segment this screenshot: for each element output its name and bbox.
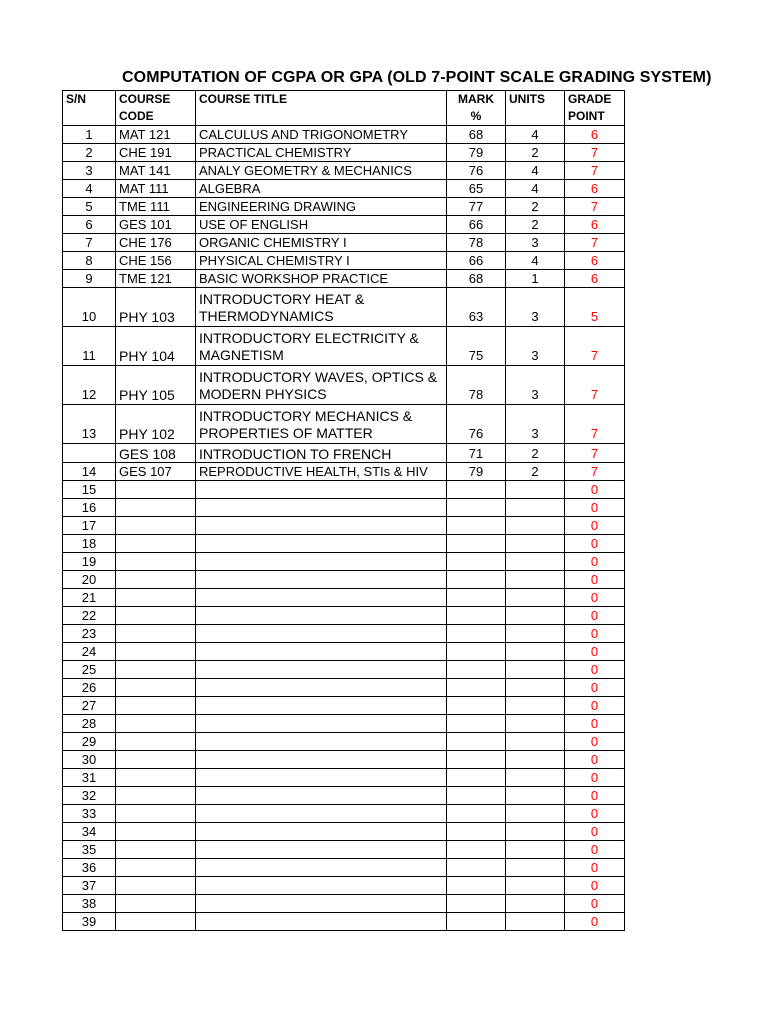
course-title-cell — [196, 823, 447, 841]
sn-cell: 33 — [63, 805, 116, 823]
sn-cell: 12 — [63, 366, 116, 405]
sn-cell: 9 — [63, 270, 116, 288]
sn-cell: 15 — [63, 481, 116, 499]
course-code-cell: PHY 103 — [116, 288, 196, 327]
units-cell — [506, 859, 565, 877]
mark-cell — [447, 535, 506, 553]
grade-point-cell: 6 — [565, 252, 625, 270]
course-code-cell — [116, 571, 196, 589]
mark-cell — [447, 679, 506, 697]
units-cell — [506, 499, 565, 517]
mark-cell — [447, 733, 506, 751]
table-row — [63, 216, 625, 234]
table-row — [63, 366, 625, 405]
mark-cell — [447, 499, 506, 517]
grade-point-cell: 0 — [565, 769, 625, 787]
table-row — [63, 463, 625, 481]
mark-cell — [447, 607, 506, 625]
course-title-cell: BASIC WORKSHOP PRACTICE — [196, 270, 447, 288]
mark-cell — [447, 715, 506, 733]
units-cell: 2 — [506, 144, 565, 162]
mark-cell: 71 — [447, 444, 506, 463]
table-row — [63, 751, 625, 769]
units-cell — [506, 733, 565, 751]
course-code-cell — [116, 877, 196, 895]
sn-cell: 13 — [63, 405, 116, 444]
grade-point-cell: 7 — [565, 162, 625, 180]
course-title-cell — [196, 643, 447, 661]
sn-cell: 24 — [63, 643, 116, 661]
course-title-cell — [196, 571, 447, 589]
course-code-cell — [116, 913, 196, 931]
sn-cell: 14 — [63, 463, 116, 481]
course-code-cell — [116, 769, 196, 787]
mark-cell — [447, 553, 506, 571]
course-code-cell: CHE 176 — [116, 234, 196, 252]
table-row — [63, 877, 625, 895]
course-title-cell — [196, 607, 447, 625]
course-title-cell — [196, 535, 447, 553]
table-row — [63, 198, 625, 216]
mark-cell: 79 — [447, 463, 506, 481]
grade-point-cell: 0 — [565, 679, 625, 697]
grade-point-cell: 7 — [565, 405, 625, 444]
course-code-cell — [116, 841, 196, 859]
course-code-cell — [116, 823, 196, 841]
table-row — [63, 499, 625, 517]
grade-point-cell: 7 — [565, 444, 625, 463]
table-row — [63, 643, 625, 661]
mark-cell — [447, 769, 506, 787]
mark-cell — [447, 787, 506, 805]
mark-cell — [447, 589, 506, 607]
sn-cell: 39 — [63, 913, 116, 931]
grade-point-cell: 0 — [565, 733, 625, 751]
units-cell — [506, 625, 565, 643]
course-code-cell: PHY 102 — [116, 405, 196, 444]
table-row — [63, 661, 625, 679]
mark-cell — [447, 913, 506, 931]
sn-cell: 17 — [63, 517, 116, 535]
grade-point-cell: 7 — [565, 198, 625, 216]
table-row — [63, 444, 625, 463]
mark-cell: 75 — [447, 327, 506, 366]
course-code-cell — [116, 697, 196, 715]
units-cell: 2 — [506, 216, 565, 234]
table-row — [63, 405, 625, 444]
grade-point-cell: 0 — [565, 661, 625, 679]
course-code-cell — [116, 535, 196, 553]
course-title-cell: ALGEBRA — [196, 180, 447, 198]
table-row — [63, 517, 625, 535]
course-title-cell: USE OF ENGLISH — [196, 216, 447, 234]
mark-cell: 78 — [447, 366, 506, 405]
sn-cell: 36 — [63, 859, 116, 877]
units-cell — [506, 481, 565, 499]
course-code-cell: GES 101 — [116, 216, 196, 234]
course-title-cell: CALCULUS AND TRIGONOMETRY — [196, 126, 447, 144]
units-cell — [506, 841, 565, 859]
table-row — [63, 180, 625, 198]
course-code-cell: TME 121 — [116, 270, 196, 288]
units-cell: 4 — [506, 162, 565, 180]
units-cell — [506, 769, 565, 787]
grade-point-cell: 0 — [565, 715, 625, 733]
grade-point-cell: 0 — [565, 589, 625, 607]
table-row — [63, 841, 625, 859]
grade-point-cell: 0 — [565, 913, 625, 931]
grade-point-cell: 0 — [565, 553, 625, 571]
table-row — [63, 126, 625, 144]
grade-point-cell: 0 — [565, 517, 625, 535]
table-row — [63, 823, 625, 841]
units-cell: 2 — [506, 444, 565, 463]
grade-point-cell: 6 — [565, 216, 625, 234]
course-title-cell — [196, 517, 447, 535]
sn-cell: 31 — [63, 769, 116, 787]
table-row — [63, 553, 625, 571]
course-code-cell — [116, 679, 196, 697]
units-cell: 3 — [506, 327, 565, 366]
course-code-cell: MAT 111 — [116, 180, 196, 198]
course-title-cell — [196, 805, 447, 823]
sn-cell: 29 — [63, 733, 116, 751]
units-cell: 3 — [506, 366, 565, 405]
course-code-cell — [116, 733, 196, 751]
course-title-cell — [196, 895, 447, 913]
grade-point-cell: 0 — [565, 805, 625, 823]
mark-cell — [447, 697, 506, 715]
course-code-cell: TME 111 — [116, 198, 196, 216]
grade-point-cell: 0 — [565, 481, 625, 499]
course-title-cell: PHYSICAL CHEMISTRY I — [196, 252, 447, 270]
course-code-cell: MAT 141 — [116, 162, 196, 180]
mark-cell — [447, 661, 506, 679]
course-title-cell — [196, 787, 447, 805]
course-code-cell — [116, 859, 196, 877]
sn-cell: 19 — [63, 553, 116, 571]
course-title-cell: INTRODUCTORY MECHANICS & PROPERTIES OF MATTER — [196, 405, 447, 444]
units-cell — [506, 895, 565, 913]
table-row — [63, 252, 625, 270]
table-row — [63, 234, 625, 252]
course-code-cell — [116, 499, 196, 517]
sn-cell: 26 — [63, 679, 116, 697]
grade-point-cell: 0 — [565, 643, 625, 661]
table-row — [63, 625, 625, 643]
grade-point-cell: 0 — [565, 625, 625, 643]
sn-cell: 22 — [63, 607, 116, 625]
course-code-cell: PHY 104 — [116, 327, 196, 366]
sn-cell: 23 — [63, 625, 116, 643]
course-title-cell: ORGANIC CHEMISTRY I — [196, 234, 447, 252]
mark-cell: 76 — [447, 405, 506, 444]
grade-point-cell: 7 — [565, 234, 625, 252]
table-row — [63, 270, 625, 288]
sn-cell: 3 — [63, 162, 116, 180]
table-row — [63, 481, 625, 499]
units-cell — [506, 661, 565, 679]
course-title-cell: PRACTICAL CHEMISTRY — [196, 144, 447, 162]
units-cell: 3 — [506, 405, 565, 444]
course-code-cell: MAT 121 — [116, 126, 196, 144]
sn-cell: 8 — [63, 252, 116, 270]
mark-cell — [447, 751, 506, 769]
sn-cell: 6 — [63, 216, 116, 234]
mark-cell: 63 — [447, 288, 506, 327]
course-code-cell: CHE 191 — [116, 144, 196, 162]
course-code-cell — [116, 589, 196, 607]
grade-point-cell: 0 — [565, 697, 625, 715]
sn-cell: 4 — [63, 180, 116, 198]
course-code-cell — [116, 895, 196, 913]
grade-point-cell: 0 — [565, 877, 625, 895]
course-title-cell: REPRODUCTIVE HEALTH, STIs & HIV — [196, 463, 447, 481]
header-units: UNITS — [506, 91, 565, 126]
units-cell — [506, 643, 565, 661]
units-cell: 3 — [506, 288, 565, 327]
mark-cell — [447, 571, 506, 589]
table-row — [63, 715, 625, 733]
course-code-cell — [116, 787, 196, 805]
mark-cell: 66 — [447, 216, 506, 234]
units-cell — [506, 787, 565, 805]
page-title: COMPUTATION OF CGPA OR GPA (OLD 7-POINT SCALE GRADING SYSTEM) — [122, 69, 712, 86]
mark-cell — [447, 625, 506, 643]
grade-point-cell: 0 — [565, 571, 625, 589]
sn-cell: 1 — [63, 126, 116, 144]
course-code-cell — [116, 805, 196, 823]
sn-cell: 37 — [63, 877, 116, 895]
course-title-cell: ANALY GEOMETRY & MECHANICS — [196, 162, 447, 180]
grade-point-cell: 0 — [565, 823, 625, 841]
course-title-cell — [196, 751, 447, 769]
mark-cell — [447, 481, 506, 499]
sn-cell — [63, 444, 116, 463]
grade-point-cell: 0 — [565, 859, 625, 877]
grade-point-cell: 6 — [565, 126, 625, 144]
grade-point-cell: 5 — [565, 288, 625, 327]
units-cell — [506, 715, 565, 733]
course-title-cell — [196, 733, 447, 751]
units-cell — [506, 517, 565, 535]
units-cell — [506, 823, 565, 841]
sn-cell: 27 — [63, 697, 116, 715]
units-cell: 4 — [506, 252, 565, 270]
course-title-cell — [196, 499, 447, 517]
grade-point-cell: 7 — [565, 327, 625, 366]
sn-cell: 35 — [63, 841, 116, 859]
units-cell: 4 — [506, 180, 565, 198]
units-cell: 3 — [506, 234, 565, 252]
course-title-cell — [196, 679, 447, 697]
units-cell — [506, 535, 565, 553]
course-code-cell: GES 107 — [116, 463, 196, 481]
sn-cell: 7 — [63, 234, 116, 252]
grade-point-cell: 0 — [565, 535, 625, 553]
table-row — [63, 769, 625, 787]
grade-point-cell: 7 — [565, 463, 625, 481]
units-cell — [506, 877, 565, 895]
mark-cell — [447, 841, 506, 859]
sn-cell: 21 — [63, 589, 116, 607]
mark-cell: 78 — [447, 234, 506, 252]
course-title-cell — [196, 877, 447, 895]
table-row — [63, 571, 625, 589]
units-cell — [506, 571, 565, 589]
table-row — [63, 162, 625, 180]
grade-point-cell: 0 — [565, 895, 625, 913]
course-title-cell — [196, 481, 447, 499]
course-title-cell — [196, 841, 447, 859]
course-title-cell — [196, 769, 447, 787]
mark-cell: 77 — [447, 198, 506, 216]
sn-cell: 30 — [63, 751, 116, 769]
course-title-cell — [196, 589, 447, 607]
course-code-cell: CHE 156 — [116, 252, 196, 270]
units-cell: 1 — [506, 270, 565, 288]
table-row — [63, 913, 625, 931]
course-title-cell: INTRODUCTORY ELECTRICITY & MAGNETISM — [196, 327, 447, 366]
sn-cell: 28 — [63, 715, 116, 733]
sn-cell: 16 — [63, 499, 116, 517]
table-row — [63, 607, 625, 625]
course-title-cell — [196, 553, 447, 571]
grade-point-cell: 6 — [565, 270, 625, 288]
sn-cell: 2 — [63, 144, 116, 162]
mark-cell — [447, 895, 506, 913]
units-cell: 2 — [506, 198, 565, 216]
table-row — [63, 327, 625, 366]
course-code-cell — [116, 553, 196, 571]
mark-cell: 79 — [447, 144, 506, 162]
grade-point-cell: 0 — [565, 787, 625, 805]
table-row — [63, 805, 625, 823]
gpa-table — [62, 90, 625, 931]
course-code-cell — [116, 607, 196, 625]
grade-point-cell: 7 — [565, 366, 625, 405]
mark-cell — [447, 517, 506, 535]
course-title-cell — [196, 913, 447, 931]
mark-cell: 66 — [447, 252, 506, 270]
sn-cell: 10 — [63, 288, 116, 327]
table-row — [63, 679, 625, 697]
mark-cell — [447, 805, 506, 823]
units-cell: 4 — [506, 126, 565, 144]
course-code-cell — [116, 715, 196, 733]
header-row — [63, 91, 625, 126]
course-title-cell: INTRODUCTION TO FRENCH — [196, 444, 447, 463]
header-sn: S/N — [63, 91, 116, 126]
mark-cell: 68 — [447, 270, 506, 288]
sn-cell: 18 — [63, 535, 116, 553]
units-cell — [506, 679, 565, 697]
sn-cell: 20 — [63, 571, 116, 589]
sn-cell: 34 — [63, 823, 116, 841]
grade-point-cell: 7 — [565, 144, 625, 162]
course-title-cell — [196, 661, 447, 679]
header-mark: MARK % — [447, 91, 506, 126]
units-cell — [506, 805, 565, 823]
header-course-title: COURSE TITLE — [196, 91, 447, 126]
table-row — [63, 733, 625, 751]
mark-cell: 68 — [447, 126, 506, 144]
sn-cell: 38 — [63, 895, 116, 913]
mark-cell — [447, 859, 506, 877]
grade-point-cell: 0 — [565, 499, 625, 517]
course-title-cell — [196, 697, 447, 715]
mark-cell — [447, 643, 506, 661]
sn-cell: 32 — [63, 787, 116, 805]
course-code-cell — [116, 625, 196, 643]
sn-cell: 5 — [63, 198, 116, 216]
course-title-cell: INTRODUCTORY HEAT & THERMODYNAMICS — [196, 288, 447, 327]
course-code-cell — [116, 661, 196, 679]
course-title-cell — [196, 859, 447, 877]
course-title-cell — [196, 715, 447, 733]
units-cell — [506, 607, 565, 625]
units-cell — [506, 751, 565, 769]
table-row — [63, 859, 625, 877]
units-cell: 2 — [506, 463, 565, 481]
table-row — [63, 288, 625, 327]
header-course-code: COURSE CODE — [116, 91, 196, 126]
grade-point-cell: 6 — [565, 180, 625, 198]
table-row — [63, 144, 625, 162]
sn-cell: 11 — [63, 327, 116, 366]
course-code-cell: PHY 105 — [116, 366, 196, 405]
units-cell — [506, 553, 565, 571]
mark-cell: 65 — [447, 180, 506, 198]
table-row — [63, 535, 625, 553]
table-row — [63, 589, 625, 607]
units-cell — [506, 697, 565, 715]
mark-cell — [447, 877, 506, 895]
grade-point-cell: 0 — [565, 607, 625, 625]
table-row — [63, 895, 625, 913]
course-code-cell — [116, 643, 196, 661]
course-code-cell — [116, 517, 196, 535]
header-grade-point: GRADE POINT — [565, 91, 625, 126]
course-title-cell: ENGINEERING DRAWING — [196, 198, 447, 216]
grade-point-cell: 0 — [565, 751, 625, 769]
sn-cell: 25 — [63, 661, 116, 679]
grade-point-cell: 0 — [565, 841, 625, 859]
course-code-cell — [116, 751, 196, 769]
mark-cell — [447, 823, 506, 841]
course-code-cell — [116, 481, 196, 499]
mark-cell: 76 — [447, 162, 506, 180]
units-cell — [506, 589, 565, 607]
course-title-cell: INTRODUCTORY WAVES, OPTICS & MODERN PHYSICS — [196, 366, 447, 405]
table-row — [63, 697, 625, 715]
units-cell — [506, 913, 565, 931]
table-row — [63, 787, 625, 805]
course-code-cell: GES 108 — [116, 444, 196, 463]
course-title-cell — [196, 625, 447, 643]
